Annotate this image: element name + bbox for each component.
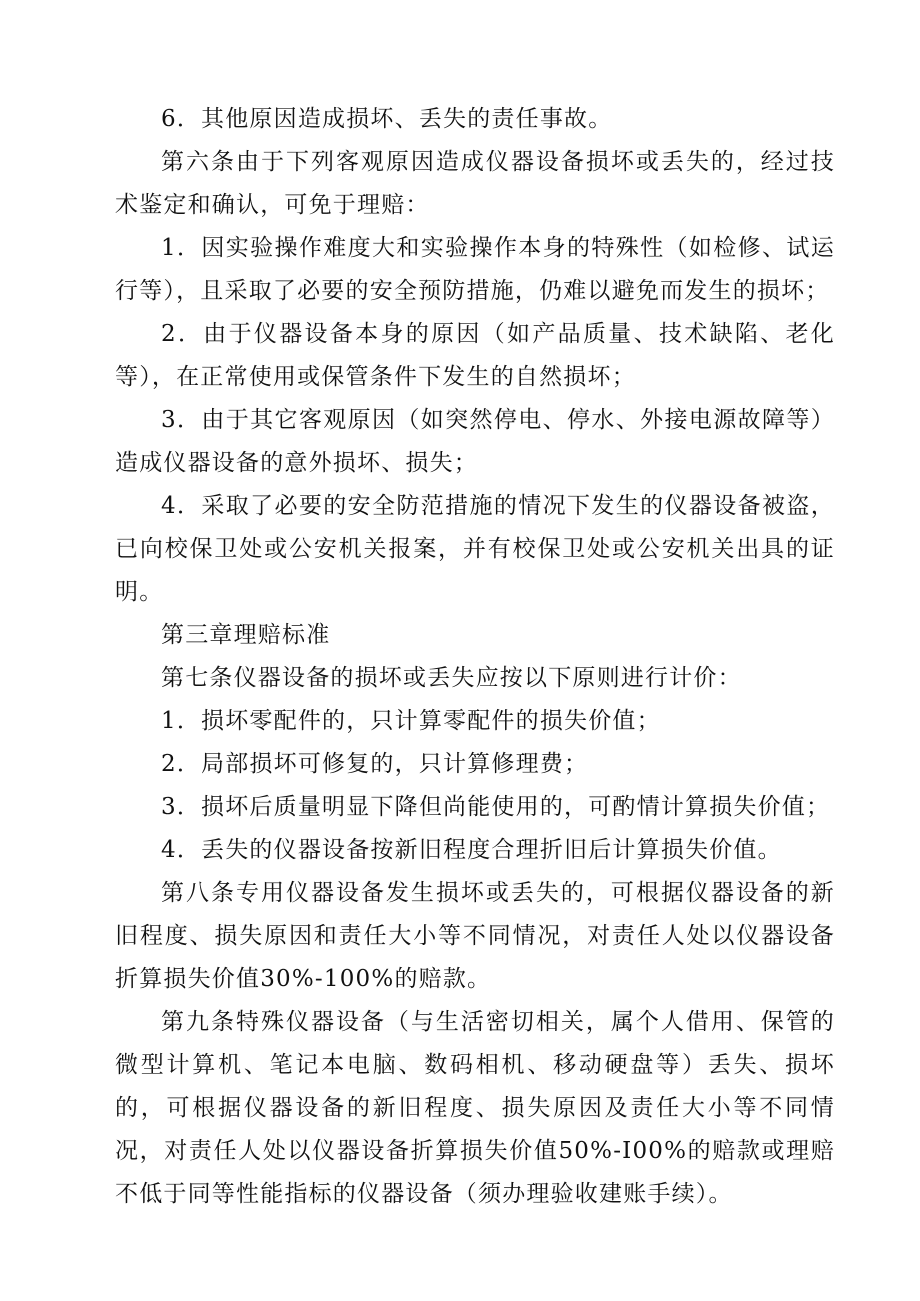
article-6-item-2: 2．由于仪器设备本身的原因（如产品质量、技术缺陷、老化等），在正常使用或保管条件下发生的自然损坏； xyxy=(115,321,835,390)
item-6-other-causes: 6．其他原因造成损坏、丢失的责任事故。 xyxy=(161,106,613,132)
article-8: 第八条专用仪器设备发生损坏或丢失的，可根据仪器设备的新旧程度、损失原因和责任大小等不同情况，对责任人处以仪器设备折算损失价值30%-100%的赔款。 xyxy=(115,880,835,992)
article-6: 第六条由于下列客观原因造成仪器设备损坏或丢失的，经过技术鉴定和确认，可免于理赔： xyxy=(115,149,835,218)
article-6-item-4: 4．采取了必要的安全防范措施的情况下发生的仪器设备被盗，已向校保卫处或公安机关报案，并有校保卫处或公安机关出具的证明。 xyxy=(115,493,835,605)
article-6-item-1: 1．因实验操作难度大和实验操作本身的特殊性（如检修、试运行等），且采取了必要的安全预防措施，仍难以避免而发生的损坏； xyxy=(115,235,835,304)
article-7-item-2: 2．局部损坏可修复的，只计算修理费； xyxy=(161,751,589,777)
article-7: 第七条仪器设备的损坏或丢失应按以下原则进行计价： xyxy=(161,665,742,691)
article-7-item-4: 4．丢失的仪器设备按新旧程度合理折旧后计算损失价值。 xyxy=(161,837,782,863)
document-page xyxy=(115,98,835,1216)
article-6-item-3: 3．由于其它客观原因（如突然停电、停水、外接电源故障等）造成仪器设备的意外损坏、损失； xyxy=(115,407,835,476)
article-7-item-3: 3．损坏后质量明显下降但尚能使用的，可酌情计算损失价值； xyxy=(161,794,831,820)
article-7-item-1: 1．损坏零配件的，只计算零配件的损失价值； xyxy=(161,708,661,734)
chapter-3-heading: 第三章理赔标准 xyxy=(161,622,331,648)
article-9: 第九条特殊仪器设备（与生活密切相关，属个人借用、保管的微型计算机、笔记本电脑、数码相机、移动硬盘等）丢失、损坏的，可根据仪器设备的新旧程度、损失原因及责任大小等不同情况，对责任人处以仪器设备折算损失价值50%-I00%的赔款或理赔不低于同等性能指标的仪器设备（须办理验收建账手续）。 xyxy=(115,1009,835,1207)
